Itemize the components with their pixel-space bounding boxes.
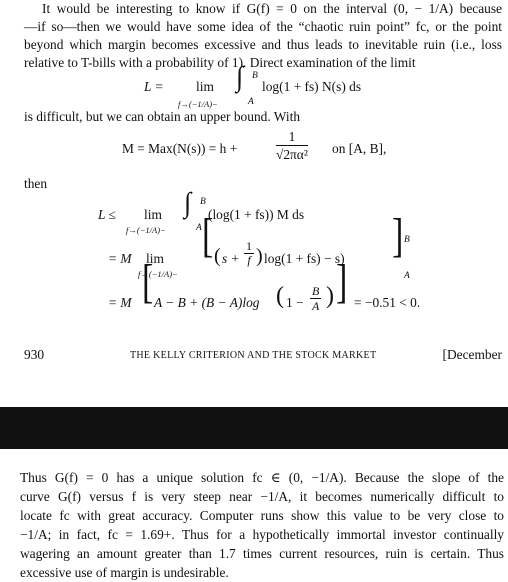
big-bracket-close: ]: [392, 210, 404, 263]
bound-lower: A: [196, 223, 202, 233]
equation-bound: [98, 186, 498, 328]
bound-l1-body: (log(1 + fs)) M ds: [208, 207, 305, 222]
paragraph-line: is difficult, but we can obtain an upper bound. With: [24, 109, 301, 124]
bound-l2-lim: lim: [146, 251, 164, 266]
paren-close: ): [256, 245, 263, 267]
then-label: then: [24, 176, 48, 191]
bound-l3-frac: $\frac{B}{A}$: [312, 284, 320, 313]
eq-lim: lim: [196, 79, 214, 94]
eq-integrand: log(1 + fs) N(s) ds: [262, 79, 362, 94]
paren-open: (: [214, 245, 221, 267]
paragraph-line: curve G(f) versus f is very steep near −1/A, it becomes numerically difficult to: [20, 489, 504, 504]
bound-l2-frac: $\frac{1}{f}$: [246, 239, 252, 267]
paren-open: (: [276, 283, 284, 309]
paragraph-line: It would be interesting to know if G(f) = 0 on the interval (0, − 1/A) because: [42, 1, 502, 16]
bound-l2-body: log(1 + fs) − s): [264, 251, 345, 266]
big-bracket-close: ]: [336, 256, 348, 309]
integral-sign: ∫: [236, 60, 244, 93]
page-next-top: [20, 468, 504, 582]
eq-m-num: 1: [276, 128, 308, 146]
eq-m-den: √2πα²: [276, 147, 308, 162]
bound-l1-sub: f→(−1/A)−: [126, 225, 166, 235]
big-bracket-open: [: [202, 210, 214, 263]
bound-l2-upper: B: [404, 235, 410, 245]
bound-upper: B: [200, 197, 206, 207]
paragraph-line: relative to T-bills with a probability of 1). Direct examination of the limit: [24, 55, 416, 70]
bound-l3-body: A − B + (B − A)log: [154, 295, 260, 310]
page-930-top: [24, 0, 502, 392]
bound-l3-rhs: = −0.51 < 0.: [354, 295, 421, 310]
bound-l1-lhs: L ≤: [98, 207, 116, 222]
paragraph-line: −1/A; in fact, fc = 1.69+. Thus for a hypothetically immortal investor continually: [20, 527, 504, 542]
eq-upper: B: [252, 71, 258, 81]
eq-lim-sub: f→(−1/A)−: [178, 99, 218, 109]
eq-lower: A: [248, 97, 254, 107]
bound-l1-lim: lim: [144, 207, 162, 222]
page-separator: [0, 407, 508, 449]
bound-l2-sub: f→(−1/A)−: [138, 269, 178, 279]
paragraph-line: wagering an amount greater than 1.7 times current resources, ruin is certain. Thus: [20, 546, 504, 561]
paragraph-line: Thus G(f) = 0 has a unique solution fc ∈ (0, −1/A). Because the slope of the: [20, 470, 504, 485]
eq-m-lhs: M = Max(N(s)) = h +: [122, 141, 238, 156]
paragraph-line: —if so—then we would have some idea of the “chaotic ruin point” fc, or the point: [24, 19, 502, 34]
bound-l3-one: 1 −: [286, 295, 304, 310]
bound-l2-s: s +: [222, 251, 240, 266]
paragraph-line: locate fc with great accuracy. Computer runs show this value to be very close to: [20, 508, 504, 523]
bound-l2-lower: A: [404, 271, 410, 281]
issue-month: [December: [442, 347, 502, 362]
paragraph-line: beyond which margin becomes excessive and thus leads to inevitable ruin (i.e., loss: [24, 37, 502, 52]
paragraph-line: excessive use of margin is undesirable.: [20, 565, 229, 580]
eq-lhs: L =: [144, 79, 164, 94]
eq-m-rhs: on [A, B],: [332, 141, 387, 156]
big-bracket-open: [: [142, 256, 154, 309]
bound-l2-lhs: = M: [108, 251, 132, 266]
paren-close: ): [326, 283, 334, 309]
integral-sign: ∫: [184, 186, 192, 219]
running-head: THE KELLY CRITERION AND THE STOCK MARKET: [130, 350, 377, 361]
eq-m-fraction: [276, 128, 308, 163]
page-number: 930: [24, 347, 45, 362]
bound-l3-lhs: = M: [108, 295, 132, 310]
